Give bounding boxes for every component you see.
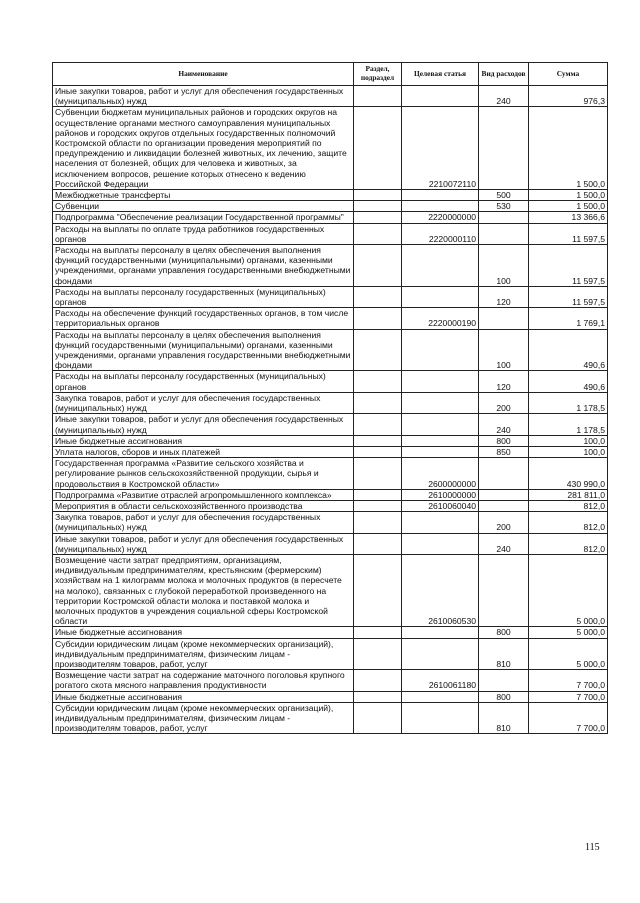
header-sum: Сумма	[529, 63, 608, 86]
cell-target	[402, 627, 479, 638]
cell-sum: 13 366,6	[529, 212, 608, 223]
cell-sum: 7 700,0	[529, 702, 608, 734]
cell-name: Мероприятия в области сельскохозяйственного производства	[53, 500, 354, 511]
cell-target: 2610060040	[402, 500, 479, 511]
table-row	[53, 489, 608, 500]
cell-section	[354, 670, 402, 691]
cell-target	[402, 371, 479, 392]
cell-name: Подпрограмма "Обеспечение реализации Государственной программы"	[53, 212, 354, 223]
cell-section	[354, 627, 402, 638]
cell-target: 2210072110	[402, 107, 479, 190]
cell-kind: 800	[479, 691, 529, 702]
cell-name: Государственная программа «Развитие сельского хозяйства и регулирование рынков сельскохозяйственной продукции, сырья и продовольствия в Костромской области»	[53, 458, 354, 490]
cell-section	[354, 702, 402, 734]
cell-sum: 1 178,5	[529, 392, 608, 413]
cell-target: 2220000190	[402, 308, 479, 329]
cell-sum: 812,0	[529, 533, 608, 554]
cell-section	[354, 201, 402, 212]
table-header-row	[53, 63, 608, 86]
table-row	[53, 371, 608, 392]
header-kind: Вид расходов	[479, 63, 529, 86]
cell-sum: 7 700,0	[529, 691, 608, 702]
cell-target	[402, 286, 479, 307]
cell-sum: 100,0	[529, 435, 608, 446]
cell-target	[402, 329, 479, 371]
cell-kind	[479, 554, 529, 626]
table-row	[53, 702, 608, 734]
cell-name: Расходы на выплаты персоналу государственных (муниципальных) органов	[53, 371, 354, 392]
table-row	[53, 212, 608, 223]
table-row	[53, 512, 608, 533]
cell-sum: 812,0	[529, 500, 608, 511]
cell-sum: 430 990,0	[529, 458, 608, 490]
cell-target	[402, 702, 479, 734]
cell-name: Возмещение части затрат на содержание маточного поголовья крупного рогатого скота мясного направления продуктивности	[53, 670, 354, 691]
header-name: Наименование	[53, 63, 354, 86]
cell-section	[354, 435, 402, 446]
cell-section	[354, 392, 402, 413]
table-row	[53, 414, 608, 435]
cell-section	[354, 308, 402, 329]
cell-name: Межбюджетные трансферты	[53, 190, 354, 201]
table-row	[53, 308, 608, 329]
cell-kind: 240	[479, 86, 529, 107]
table-row	[53, 245, 608, 287]
cell-sum: 5 000,0	[529, 554, 608, 626]
table-row	[53, 86, 608, 107]
table-row	[53, 638, 608, 670]
cell-kind: 500	[479, 190, 529, 201]
table-row	[53, 500, 608, 511]
cell-target: 2610061180	[402, 670, 479, 691]
cell-sum: 490,6	[529, 371, 608, 392]
cell-section	[354, 371, 402, 392]
table-row	[53, 107, 608, 190]
cell-section	[354, 533, 402, 554]
cell-name: Расходы на обеспечение функций государственных органов, в том числе территориальных органов	[53, 308, 354, 329]
header-target: Целевая статья	[402, 63, 479, 86]
cell-target	[402, 201, 479, 212]
cell-sum: 281 811,0	[529, 489, 608, 500]
cell-section	[354, 414, 402, 435]
cell-target: 2220000000	[402, 212, 479, 223]
cell-section	[354, 446, 402, 457]
document-page	[52, 62, 607, 734]
cell-target	[402, 414, 479, 435]
table-row	[53, 458, 608, 490]
cell-kind: 200	[479, 512, 529, 533]
cell-name: Закупка товаров, работ и услуг для обеспечения государственных (муниципальных) нужд	[53, 512, 354, 533]
cell-target	[402, 190, 479, 201]
cell-name: Закупка товаров, работ и услуг для обеспечения государственных (муниципальных) нужд	[53, 392, 354, 413]
cell-sum: 1 178,5	[529, 414, 608, 435]
cell-kind	[479, 223, 529, 244]
cell-section	[354, 190, 402, 201]
cell-kind: 120	[479, 286, 529, 307]
cell-target	[402, 435, 479, 446]
cell-name: Субсидии юридическим лицам (кроме некоммерческих организаций), индивидуальным предпринимателям, физическим лицам - производителям товаров, работ, услуг	[53, 702, 354, 734]
table-row	[53, 446, 608, 457]
cell-kind	[479, 500, 529, 511]
cell-target: 2610000000	[402, 489, 479, 500]
cell-section	[354, 107, 402, 190]
cell-kind	[479, 489, 529, 500]
cell-target	[402, 245, 479, 287]
cell-kind: 100	[479, 329, 529, 371]
cell-kind	[479, 670, 529, 691]
cell-sum: 1 500,0	[529, 201, 608, 212]
cell-kind: 240	[479, 533, 529, 554]
cell-target	[402, 638, 479, 670]
table-row	[53, 392, 608, 413]
cell-kind: 100	[479, 245, 529, 287]
cell-section	[354, 245, 402, 287]
table-row	[53, 627, 608, 638]
cell-name: Иные закупки товаров, работ и услуг для обеспечения государственных (муниципальных) нужд	[53, 414, 354, 435]
cell-name: Иные бюджетные ассигнования	[53, 691, 354, 702]
cell-target	[402, 512, 479, 533]
cell-target: 2600000000	[402, 458, 479, 490]
table-row	[53, 670, 608, 691]
cell-sum: 7 700,0	[529, 670, 608, 691]
cell-section	[354, 554, 402, 626]
cell-section	[354, 458, 402, 490]
table-row	[53, 691, 608, 702]
cell-section	[354, 286, 402, 307]
cell-sum: 100,0	[529, 446, 608, 457]
cell-sum: 11 597,5	[529, 286, 608, 307]
cell-kind: 800	[479, 627, 529, 638]
cell-name: Иные бюджетные ассигнования	[53, 435, 354, 446]
cell-kind	[479, 212, 529, 223]
cell-name: Расходы на выплаты по оплате труда работников государственных органов	[53, 223, 354, 244]
cell-kind: 530	[479, 201, 529, 212]
cell-section	[354, 489, 402, 500]
cell-section	[354, 329, 402, 371]
table-row	[53, 329, 608, 371]
table-row	[53, 435, 608, 446]
cell-name: Возмещение части затрат предприятиям, организациям, индивидуальным предпринимателям, крестьянским (фермерским) хозяйствам на 1 килограмм молока и молочных продуктов (в пересчете на молоко), связанных с глубокой переработкой произведенного на территории Костромской области молока и поставкой молока и молочных продуктов в учреждения социальной сферы Костромской области	[53, 554, 354, 626]
cell-sum: 5 000,0	[529, 627, 608, 638]
cell-name: Расходы на выплаты персоналу в целях обеспечения выполнения функций государственными (муниципальными) органами, казенными учреждениями, органами управления государственными внебюджетными фондами	[53, 245, 354, 287]
cell-kind	[479, 308, 529, 329]
cell-kind: 810	[479, 638, 529, 670]
cell-kind: 120	[479, 371, 529, 392]
cell-section	[354, 212, 402, 223]
table-row	[53, 201, 608, 212]
cell-kind: 800	[479, 435, 529, 446]
cell-section	[354, 500, 402, 511]
cell-name: Субсидии юридическим лицам (кроме некоммерческих организаций), индивидуальным предпринимателям, физическим лицам - производителям товаров, работ, услуг	[53, 638, 354, 670]
cell-name: Уплата налогов, сборов и иных платежей	[53, 446, 354, 457]
cell-kind: 850	[479, 446, 529, 457]
table-row	[53, 286, 608, 307]
cell-kind: 810	[479, 702, 529, 734]
cell-section	[354, 86, 402, 107]
cell-name: Расходы на выплаты персоналу государственных (муниципальных) органов	[53, 286, 354, 307]
cell-sum: 11 597,5	[529, 223, 608, 244]
table-row	[53, 554, 608, 626]
cell-target: 2220000110	[402, 223, 479, 244]
cell-name: Подпрограмма «Развитие отраслей агропромышленного комплекса»	[53, 489, 354, 500]
cell-sum: 1 500,0	[529, 107, 608, 190]
cell-sum: 11 597,5	[529, 245, 608, 287]
table-row	[53, 190, 608, 201]
cell-kind: 240	[479, 414, 529, 435]
cell-target	[402, 533, 479, 554]
cell-sum: 1 500,0	[529, 190, 608, 201]
cell-name: Иные бюджетные ассигнования	[53, 627, 354, 638]
cell-target	[402, 691, 479, 702]
table-row	[53, 533, 608, 554]
cell-kind: 200	[479, 392, 529, 413]
cell-target	[402, 392, 479, 413]
cell-sum: 490,6	[529, 329, 608, 371]
cell-target	[402, 86, 479, 107]
page-number: 115	[585, 842, 600, 853]
table-row	[53, 223, 608, 244]
cell-kind	[479, 107, 529, 190]
cell-target: 2610060530	[402, 554, 479, 626]
cell-name: Иные закупки товаров, работ и услуг для обеспечения государственных (муниципальных) нужд	[53, 533, 354, 554]
cell-name: Расходы на выплаты персоналу в целях обеспечения выполнения функций государственными (муниципальными) органами, казенными учреждениями, органами управления государственными внебюджетными фондами	[53, 329, 354, 371]
cell-section	[354, 223, 402, 244]
budget-table	[52, 62, 608, 734]
cell-target	[402, 446, 479, 457]
cell-section	[354, 512, 402, 533]
cell-sum: 812,0	[529, 512, 608, 533]
cell-name: Субвенции	[53, 201, 354, 212]
cell-name: Субвенции бюджетам муниципальных районов и городских округов на осуществление органами местного самоуправления муниципальных районов и городских округов отдельных государственных полномочий Костромской области по организации проведения мероприятий по предупреждению и ликвидации болезней животных, их лечению, защите населения от болезней, общих для человека и животных, за исключением вопросов, решение которых отнесено к ведению Российской Федерации	[53, 107, 354, 190]
cell-section	[354, 638, 402, 670]
cell-sum: 5 000,0	[529, 638, 608, 670]
cell-section	[354, 691, 402, 702]
cell-sum: 976,3	[529, 86, 608, 107]
header-section: Раздел, подраздел	[354, 63, 402, 86]
cell-name: Иные закупки товаров, работ и услуг для обеспечения государственных (муниципальных) нужд	[53, 86, 354, 107]
cell-kind	[479, 458, 529, 490]
cell-sum: 1 769,1	[529, 308, 608, 329]
